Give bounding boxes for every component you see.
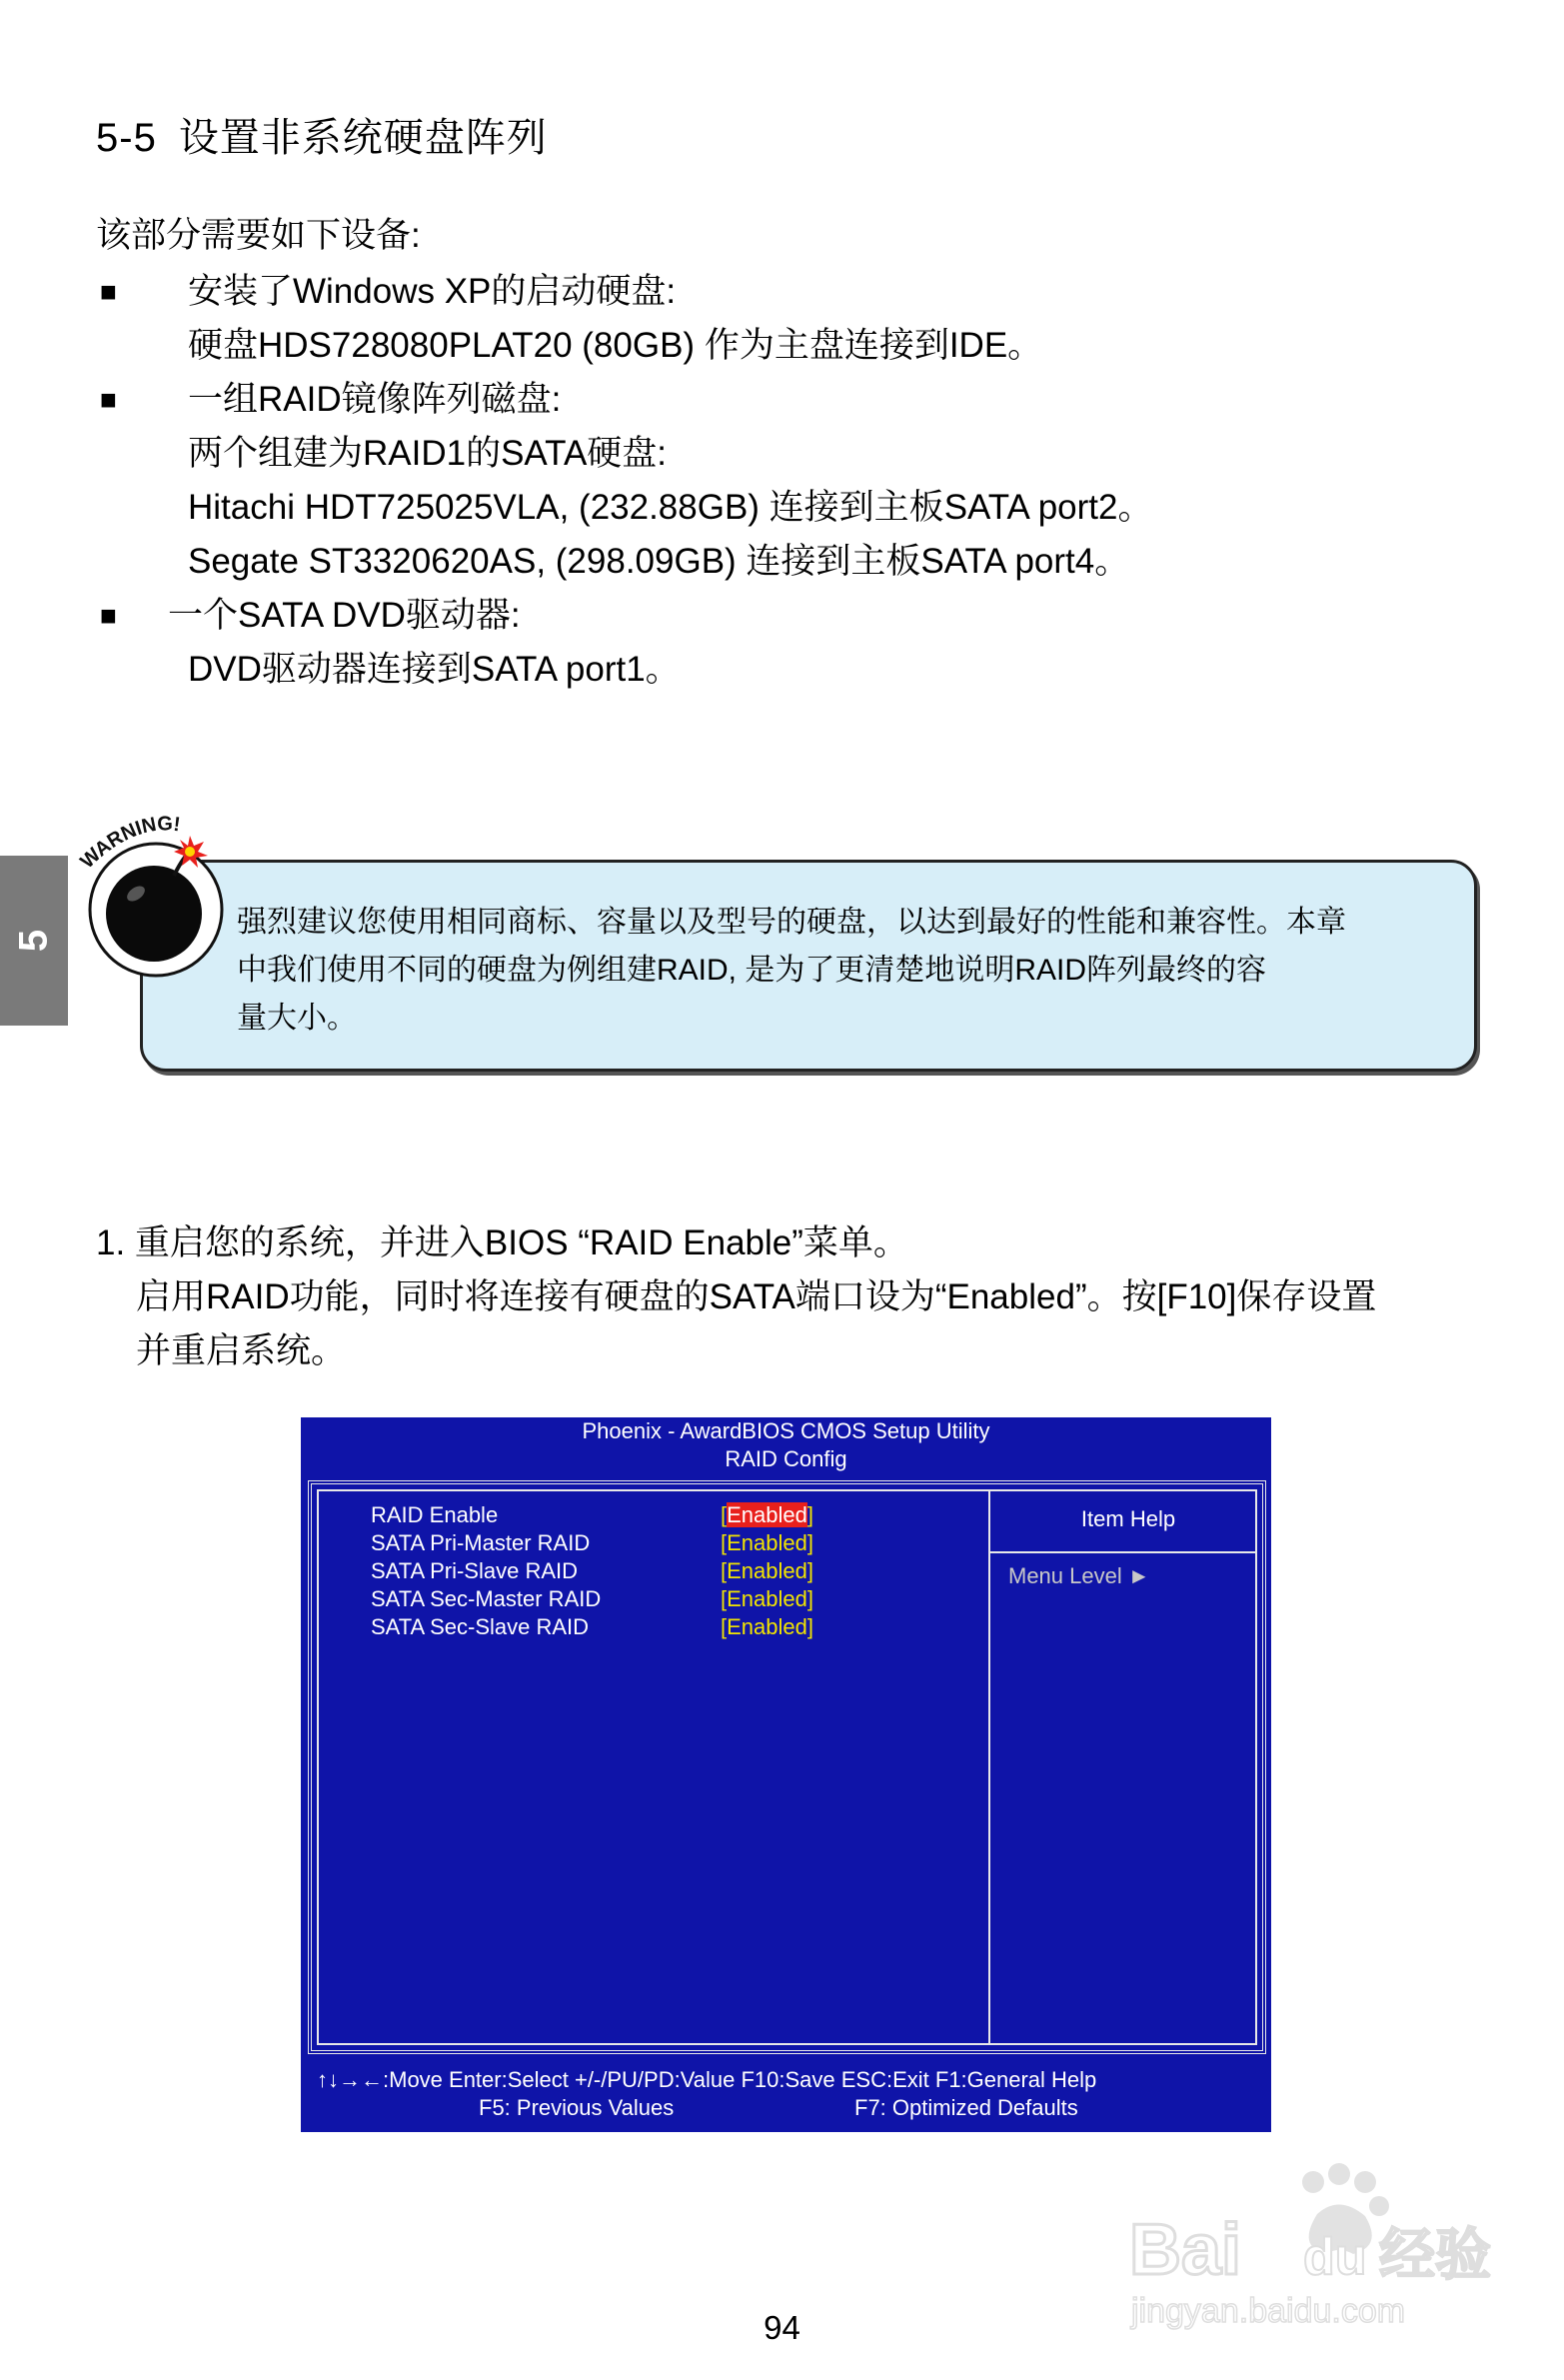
item-1-line: 硬盘HDS728080PLAT20 (80GB) 作为主盘连接到IDE。: [188, 326, 1043, 365]
item-2-line: Segate ST3320620AS, (298.09GB) 连接到主板SATA port4。: [188, 542, 1130, 581]
item-3-head: 一个SATA DVD驱动器:: [168, 596, 521, 635]
bios-inner-border: [317, 1489, 1257, 2045]
step-1-line: 1. 重启您的系统，并进入BIOS “RAID Enable”菜单。: [96, 1223, 908, 1262]
svg-text:WARNING!: [76, 813, 181, 873]
bios-value-text: Enabled: [727, 1614, 807, 1639]
bios-footer-keys: ↑↓→←:Move Enter:Select +/-/PU/PD:Value F10:Save ESC:Exit F1:General Help: [317, 2067, 1097, 2092]
bios-value-sata-pri-master[interactable]: [Enabled]: [721, 1530, 813, 1555]
svg-text:jingyan.baidu.com: jingyan.baidu.com: [1131, 2292, 1406, 2330]
bullet-square-icon: ■: [100, 600, 117, 631]
svg-text:Bai: Bai: [1129, 2210, 1242, 2290]
intro-text: 该部分需要如下设备:: [96, 216, 421, 255]
bios-subtitle: RAID Config: [725, 1446, 847, 1471]
bios-value-raid-enable[interactable]: [Enabled]: [721, 1502, 813, 1527]
bios-option-raid-enable[interactable]: RAID Enable: [371, 1502, 499, 1527]
bios-footer-f7: F7: Optimized Defaults: [854, 2095, 1078, 2120]
bullet-square-icon: ■: [100, 276, 117, 307]
bios-value-sata-sec-slave[interactable]: [Enabled]: [721, 1614, 813, 1639]
menu-level: Menu Level ►: [1008, 1563, 1150, 1588]
warning-line: 中我们使用不同的硬盘为例组建RAID, 是为了更清楚地说明RAID阵列最终的容: [237, 954, 1267, 987]
bios-screen: [301, 1417, 1271, 2132]
section-number: 5-5: [96, 116, 157, 160]
bios-title: Phoenix - AwardBIOS CMOS Setup Utility: [582, 1418, 990, 1443]
bullet-square-icon: ■: [100, 384, 117, 415]
item-2-head: 一组RAID镜像阵列磁盘:: [188, 380, 562, 419]
bios-footer-f5: F5: Previous Values: [479, 2095, 675, 2120]
item-2-line: 两个组建为RAID1的SATA硬盘:: [188, 434, 668, 473]
bios-value-text: Enabled: [727, 1558, 807, 1583]
bios-value-sata-pri-slave[interactable]: [Enabled]: [721, 1558, 813, 1583]
item-help-heading: Item Help: [1080, 1506, 1176, 1531]
bios-option-sata-sec-master[interactable]: SATA Sec-Master RAID: [371, 1586, 602, 1611]
svg-text:经验: 经验: [1379, 2223, 1491, 2288]
section-title: 设置非系统硬盘阵列: [178, 116, 548, 160]
chapter-number: 5: [11, 929, 56, 953]
help-divider: [990, 1551, 1255, 1553]
bios-value-text: Enabled: [727, 1586, 807, 1611]
bios-panel: [308, 1480, 1266, 2054]
bios-selected-value[interactable]: Enabled: [727, 1502, 807, 1527]
bios-option-sata-sec-slave[interactable]: SATA Sec-Slave RAID: [371, 1614, 590, 1639]
step-1-line: 启用RAID功能，同时将连接有硬盘的SATA端口设为“Enabled”。按[F10]保存设置: [136, 1277, 1377, 1316]
baidu-watermark-logo: [1117, 2154, 1497, 2334]
bios-value-text: Enabled: [727, 1530, 807, 1555]
section-heading: [96, 106, 548, 163]
step-1-line: 并重启系统。: [136, 1331, 347, 1370]
bios-option-sata-pri-master[interactable]: SATA Pri-Master RAID: [371, 1530, 591, 1555]
page-number: 94: [764, 2309, 800, 2346]
warning-box: [140, 860, 1477, 1072]
bios-option-sata-pri-slave[interactable]: SATA Pri-Slave RAID: [371, 1558, 579, 1583]
bios-divider: [988, 1491, 990, 2043]
warning-line: 强烈建议您使用相同商标、容量以及型号的硬盘，以达到最好的性能和兼容性。本章: [237, 906, 1346, 939]
svg-text:du: du: [1303, 2228, 1367, 2286]
warning-label-text: WARNING!: [76, 813, 182, 874]
bios-value-sata-sec-master[interactable]: [Enabled]: [721, 1586, 813, 1611]
warning-text: [237, 899, 1466, 1043]
warning-label: [76, 808, 236, 878]
chapter-tab: [0, 856, 68, 1026]
item-3-line: DVD驱动器连接到SATA port1。: [188, 650, 681, 689]
item-2-line: Hitachi HDT725025VLA, (232.88GB) 连接到主板SATA port2。: [188, 488, 1153, 527]
item-1-head: 安装了Windows XP的启动硬盘:: [188, 272, 677, 311]
warning-line: 量大小。: [237, 1002, 357, 1035]
